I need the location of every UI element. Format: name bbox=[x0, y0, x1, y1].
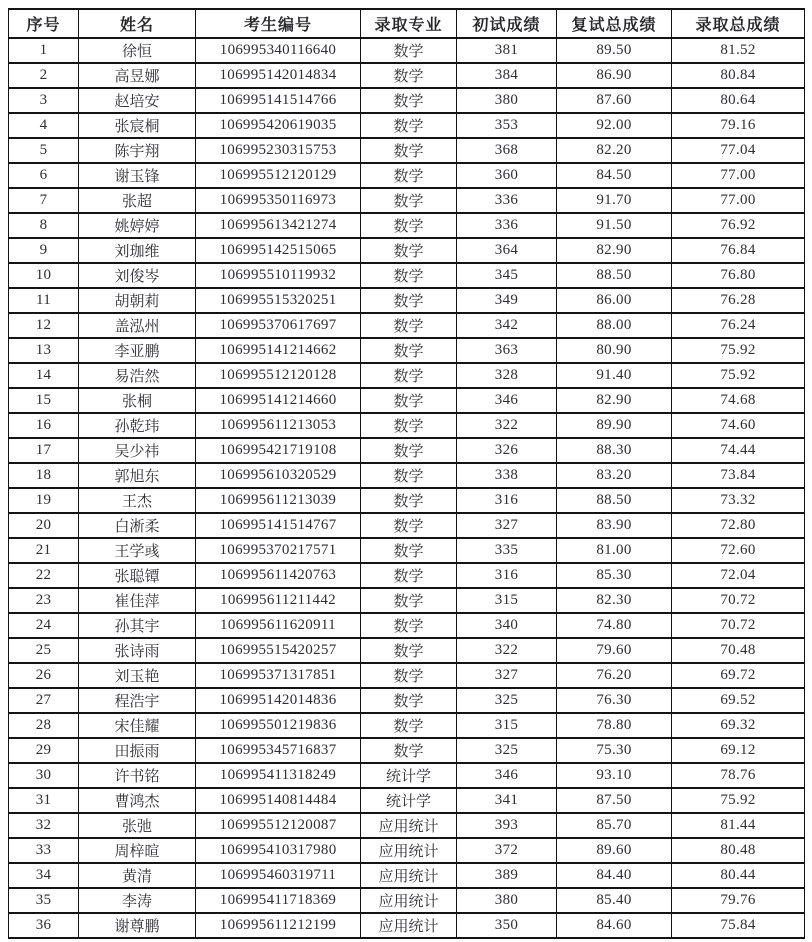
cell-candidate-id: 106995611620911 bbox=[196, 613, 361, 638]
table-row bbox=[9, 888, 805, 913]
cell-name: 张弛 bbox=[79, 813, 196, 838]
cell-admitted-major: 应用统计 bbox=[361, 888, 457, 913]
cell-name: 李涛 bbox=[79, 888, 196, 913]
cell-admitted-major: 数学 bbox=[361, 188, 457, 213]
cell-admitted-major: 应用统计 bbox=[361, 838, 457, 863]
cell-initial-exam-score: 353 bbox=[457, 113, 557, 138]
cell-index: 16 bbox=[9, 413, 79, 438]
cell-initial-exam-score: 315 bbox=[457, 713, 557, 738]
cell-initial-exam-score: 360 bbox=[457, 163, 557, 188]
table-row bbox=[9, 913, 805, 938]
cell-initial-exam-score: 322 bbox=[457, 638, 557, 663]
cell-admitted-major: 数学 bbox=[361, 388, 457, 413]
cell-admitted-major: 应用统计 bbox=[361, 913, 457, 938]
cell-candidate-id: 106995142014836 bbox=[196, 688, 361, 713]
cell-admission-total-score: 69.52 bbox=[672, 688, 805, 713]
cell-admitted-major: 数学 bbox=[361, 213, 457, 238]
cell-name: 程浩宇 bbox=[79, 688, 196, 713]
cell-initial-exam-score: 327 bbox=[457, 513, 557, 538]
cell-name: 孙其宇 bbox=[79, 613, 196, 638]
table-row bbox=[9, 588, 805, 613]
table-row bbox=[9, 513, 805, 538]
cell-index: 23 bbox=[9, 588, 79, 613]
cell-admission-total-score: 72.04 bbox=[672, 563, 805, 588]
cell-admission-total-score: 76.28 bbox=[672, 288, 805, 313]
cell-admission-total-score: 69.72 bbox=[672, 663, 805, 688]
cell-admitted-major: 数学 bbox=[361, 338, 457, 363]
cell-admission-total-score: 75.92 bbox=[672, 338, 805, 363]
cell-name: 黄清 bbox=[79, 863, 196, 888]
cell-admission-total-score: 80.48 bbox=[672, 838, 805, 863]
cell-admission-total-score: 76.92 bbox=[672, 213, 805, 238]
table-row bbox=[9, 388, 805, 413]
cell-admission-total-score: 69.32 bbox=[672, 713, 805, 738]
cell-index: 4 bbox=[9, 113, 79, 138]
cell-admission-total-score: 77.00 bbox=[672, 188, 805, 213]
cell-admitted-major: 数学 bbox=[361, 488, 457, 513]
cell-candidate-id: 106995370617697 bbox=[196, 313, 361, 338]
cell-initial-exam-score: 364 bbox=[457, 238, 557, 263]
cell-candidate-id: 106995140814484 bbox=[196, 788, 361, 813]
cell-retest-total-score: 83.90 bbox=[557, 513, 672, 538]
cell-retest-total-score: 82.30 bbox=[557, 588, 672, 613]
cell-name: 张宸桐 bbox=[79, 113, 196, 138]
cell-admission-total-score: 72.80 bbox=[672, 513, 805, 538]
cell-candidate-id: 106995141514767 bbox=[196, 513, 361, 538]
cell-candidate-id: 106995611213053 bbox=[196, 413, 361, 438]
cell-index: 12 bbox=[9, 313, 79, 338]
cell-retest-total-score: 88.50 bbox=[557, 263, 672, 288]
cell-admitted-major: 数学 bbox=[361, 513, 457, 538]
cell-admitted-major: 应用统计 bbox=[361, 863, 457, 888]
cell-index: 22 bbox=[9, 563, 79, 588]
cell-retest-total-score: 93.10 bbox=[557, 763, 672, 788]
cell-admitted-major: 数学 bbox=[361, 288, 457, 313]
cell-candidate-id: 106995421719108 bbox=[196, 438, 361, 463]
cell-index: 20 bbox=[9, 513, 79, 538]
cell-name: 王学彧 bbox=[79, 538, 196, 563]
cell-index: 32 bbox=[9, 813, 79, 838]
cell-name: 王杰 bbox=[79, 488, 196, 513]
cell-index: 8 bbox=[9, 213, 79, 238]
column-header-admitted-major: 录取专业 bbox=[361, 9, 457, 38]
cell-admitted-major: 数学 bbox=[361, 688, 457, 713]
cell-name: 徐恒 bbox=[79, 38, 196, 63]
cell-index: 5 bbox=[9, 138, 79, 163]
cell-admission-total-score: 80.84 bbox=[672, 63, 805, 88]
cell-retest-total-score: 88.00 bbox=[557, 313, 672, 338]
cell-admission-total-score: 74.68 bbox=[672, 388, 805, 413]
cell-name: 谢尊鹏 bbox=[79, 913, 196, 938]
cell-initial-exam-score: 381 bbox=[457, 38, 557, 63]
cell-index: 10 bbox=[9, 263, 79, 288]
cell-name: 宋佳耀 bbox=[79, 713, 196, 738]
cell-name: 刘玉艳 bbox=[79, 663, 196, 688]
cell-admission-total-score: 80.44 bbox=[672, 863, 805, 888]
cell-retest-total-score: 84.40 bbox=[557, 863, 672, 888]
cell-retest-total-score: 84.60 bbox=[557, 913, 672, 938]
cell-admission-total-score: 76.84 bbox=[672, 238, 805, 263]
table-row bbox=[9, 363, 805, 388]
cell-retest-total-score: 80.90 bbox=[557, 338, 672, 363]
cell-admitted-major: 数学 bbox=[361, 263, 457, 288]
cell-retest-total-score: 85.30 bbox=[557, 563, 672, 588]
cell-retest-total-score: 76.30 bbox=[557, 688, 672, 713]
table-row bbox=[9, 288, 805, 313]
table-row bbox=[9, 38, 805, 63]
table-row bbox=[9, 213, 805, 238]
cell-retest-total-score: 91.40 bbox=[557, 363, 672, 388]
cell-index: 2 bbox=[9, 63, 79, 88]
cell-name: 张聪镡 bbox=[79, 563, 196, 588]
cell-initial-exam-score: 326 bbox=[457, 438, 557, 463]
cell-admission-total-score: 79.16 bbox=[672, 113, 805, 138]
cell-admission-total-score: 77.04 bbox=[672, 138, 805, 163]
cell-initial-exam-score: 389 bbox=[457, 863, 557, 888]
cell-index: 1 bbox=[9, 38, 79, 63]
cell-index: 18 bbox=[9, 463, 79, 488]
cell-initial-exam-score: 380 bbox=[457, 888, 557, 913]
table-row bbox=[9, 113, 805, 138]
cell-name: 吴少祎 bbox=[79, 438, 196, 463]
cell-admitted-major: 数学 bbox=[361, 638, 457, 663]
table-row bbox=[9, 313, 805, 338]
cell-admitted-major: 数学 bbox=[361, 663, 457, 688]
cell-candidate-id: 106995230315753 bbox=[196, 138, 361, 163]
table-row bbox=[9, 263, 805, 288]
cell-candidate-id: 106995515320251 bbox=[196, 288, 361, 313]
cell-retest-total-score: 84.50 bbox=[557, 163, 672, 188]
column-header-index: 序号 bbox=[9, 9, 79, 38]
cell-index: 17 bbox=[9, 438, 79, 463]
column-header-admission-total-score: 录取总成绩 bbox=[672, 9, 805, 38]
cell-initial-exam-score: 345 bbox=[457, 263, 557, 288]
cell-index: 6 bbox=[9, 163, 79, 188]
cell-candidate-id: 106995510119932 bbox=[196, 263, 361, 288]
cell-initial-exam-score: 380 bbox=[457, 88, 557, 113]
table-row bbox=[9, 63, 805, 88]
cell-index: 19 bbox=[9, 488, 79, 513]
cell-name: 赵培安 bbox=[79, 88, 196, 113]
cell-retest-total-score: 89.90 bbox=[557, 413, 672, 438]
cell-admitted-major: 数学 bbox=[361, 588, 457, 613]
cell-admitted-major: 数学 bbox=[361, 238, 457, 263]
cell-name: 张桐 bbox=[79, 388, 196, 413]
table-row bbox=[9, 538, 805, 563]
cell-admitted-major: 数学 bbox=[361, 613, 457, 638]
cell-admission-total-score: 76.80 bbox=[672, 263, 805, 288]
cell-admitted-major: 数学 bbox=[361, 63, 457, 88]
table-row bbox=[9, 713, 805, 738]
cell-candidate-id: 106995410317980 bbox=[196, 838, 361, 863]
cell-index: 31 bbox=[9, 788, 79, 813]
cell-admitted-major: 数学 bbox=[361, 438, 457, 463]
table-row bbox=[9, 838, 805, 863]
cell-name: 郭旭东 bbox=[79, 463, 196, 488]
cell-index: 11 bbox=[9, 288, 79, 313]
cell-candidate-id: 106995512120087 bbox=[196, 813, 361, 838]
cell-admitted-major: 数学 bbox=[361, 413, 457, 438]
cell-admission-total-score: 78.76 bbox=[672, 763, 805, 788]
cell-retest-total-score: 89.50 bbox=[557, 38, 672, 63]
cell-admitted-major: 数学 bbox=[361, 313, 457, 338]
cell-retest-total-score: 83.20 bbox=[557, 463, 672, 488]
cell-retest-total-score: 82.90 bbox=[557, 388, 672, 413]
cell-initial-exam-score: 335 bbox=[457, 538, 557, 563]
cell-name: 曹鸿杰 bbox=[79, 788, 196, 813]
cell-retest-total-score: 88.50 bbox=[557, 488, 672, 513]
cell-name: 胡朝莉 bbox=[79, 288, 196, 313]
cell-candidate-id: 106995142014834 bbox=[196, 63, 361, 88]
cell-retest-total-score: 89.60 bbox=[557, 838, 672, 863]
table-row bbox=[9, 738, 805, 763]
cell-admission-total-score: 79.76 bbox=[672, 888, 805, 913]
cell-initial-exam-score: 342 bbox=[457, 313, 557, 338]
cell-candidate-id: 106995611211442 bbox=[196, 588, 361, 613]
cell-retest-total-score: 82.90 bbox=[557, 238, 672, 263]
table-row bbox=[9, 163, 805, 188]
cell-index: 14 bbox=[9, 363, 79, 388]
cell-index: 3 bbox=[9, 88, 79, 113]
cell-retest-total-score: 78.80 bbox=[557, 713, 672, 738]
cell-admitted-major: 数学 bbox=[361, 538, 457, 563]
cell-name: 崔佳萍 bbox=[79, 588, 196, 613]
cell-admission-total-score: 75.84 bbox=[672, 913, 805, 938]
cell-admission-total-score: 70.48 bbox=[672, 638, 805, 663]
cell-retest-total-score: 87.60 bbox=[557, 88, 672, 113]
cell-admission-total-score: 70.72 bbox=[672, 613, 805, 638]
table-row bbox=[9, 563, 805, 588]
cell-candidate-id: 106995350116973 bbox=[196, 188, 361, 213]
cell-index: 28 bbox=[9, 713, 79, 738]
cell-retest-total-score: 88.30 bbox=[557, 438, 672, 463]
cell-retest-total-score: 85.70 bbox=[557, 813, 672, 838]
cell-initial-exam-score: 316 bbox=[457, 563, 557, 588]
cell-admission-total-score: 81.44 bbox=[672, 813, 805, 838]
cell-retest-total-score: 91.50 bbox=[557, 213, 672, 238]
cell-name: 孙乾玮 bbox=[79, 413, 196, 438]
cell-retest-total-score: 75.30 bbox=[557, 738, 672, 763]
cell-admitted-major: 数学 bbox=[361, 38, 457, 63]
cell-index: 33 bbox=[9, 838, 79, 863]
cell-admission-total-score: 70.72 bbox=[672, 588, 805, 613]
table-row bbox=[9, 188, 805, 213]
table-row bbox=[9, 413, 805, 438]
table-row bbox=[9, 613, 805, 638]
cell-initial-exam-score: 325 bbox=[457, 688, 557, 713]
cell-candidate-id: 106995512120129 bbox=[196, 163, 361, 188]
cell-index: 35 bbox=[9, 888, 79, 913]
cell-candidate-id: 106995142515065 bbox=[196, 238, 361, 263]
cell-index: 30 bbox=[9, 763, 79, 788]
table-row bbox=[9, 488, 805, 513]
column-header-initial-exam-score: 初试成绩 bbox=[457, 9, 557, 38]
cell-index: 15 bbox=[9, 388, 79, 413]
cell-index: 7 bbox=[9, 188, 79, 213]
cell-admission-total-score: 73.84 bbox=[672, 463, 805, 488]
cell-name: 周梓暄 bbox=[79, 838, 196, 863]
cell-initial-exam-score: 327 bbox=[457, 663, 557, 688]
cell-initial-exam-score: 384 bbox=[457, 63, 557, 88]
cell-admitted-major: 应用统计 bbox=[361, 813, 457, 838]
cell-admitted-major: 数学 bbox=[361, 463, 457, 488]
cell-initial-exam-score: 346 bbox=[457, 388, 557, 413]
cell-candidate-id: 106995460319711 bbox=[196, 863, 361, 888]
cell-index: 21 bbox=[9, 538, 79, 563]
cell-admission-total-score: 69.12 bbox=[672, 738, 805, 763]
cell-admitted-major: 数学 bbox=[361, 363, 457, 388]
cell-admission-total-score: 77.00 bbox=[672, 163, 805, 188]
cell-candidate-id: 106995411718369 bbox=[196, 888, 361, 913]
cell-initial-exam-score: 340 bbox=[457, 613, 557, 638]
admission-score-table bbox=[8, 8, 805, 939]
cell-admission-total-score: 74.44 bbox=[672, 438, 805, 463]
table-row bbox=[9, 338, 805, 363]
cell-retest-total-score: 81.00 bbox=[557, 538, 672, 563]
cell-initial-exam-score: 338 bbox=[457, 463, 557, 488]
table-row bbox=[9, 663, 805, 688]
cell-retest-total-score: 86.90 bbox=[557, 63, 672, 88]
cell-name: 许书铭 bbox=[79, 763, 196, 788]
table-row bbox=[9, 238, 805, 263]
cell-candidate-id: 106995611420763 bbox=[196, 563, 361, 588]
cell-candidate-id: 106995141214662 bbox=[196, 338, 361, 363]
cell-admitted-major: 统计学 bbox=[361, 788, 457, 813]
cell-candidate-id: 106995141514766 bbox=[196, 88, 361, 113]
cell-admission-total-score: 75.92 bbox=[672, 788, 805, 813]
table-row bbox=[9, 463, 805, 488]
cell-name: 田振雨 bbox=[79, 738, 196, 763]
cell-admission-total-score: 74.60 bbox=[672, 413, 805, 438]
cell-retest-total-score: 82.20 bbox=[557, 138, 672, 163]
cell-index: 24 bbox=[9, 613, 79, 638]
table-row bbox=[9, 438, 805, 463]
column-header-candidate-id: 考生编号 bbox=[196, 9, 361, 38]
cell-index: 29 bbox=[9, 738, 79, 763]
cell-retest-total-score: 85.40 bbox=[557, 888, 672, 913]
cell-candidate-id: 106995512120128 bbox=[196, 363, 361, 388]
cell-initial-exam-score: 393 bbox=[457, 813, 557, 838]
cell-admitted-major: 统计学 bbox=[361, 763, 457, 788]
table-row bbox=[9, 138, 805, 163]
cell-name: 白淅柔 bbox=[79, 513, 196, 538]
table-row bbox=[9, 88, 805, 113]
cell-candidate-id: 106995141214660 bbox=[196, 388, 361, 413]
cell-candidate-id: 106995501219836 bbox=[196, 713, 361, 738]
cell-admitted-major: 数学 bbox=[361, 113, 457, 138]
cell-initial-exam-score: 363 bbox=[457, 338, 557, 363]
cell-admitted-major: 数学 bbox=[361, 738, 457, 763]
cell-index: 26 bbox=[9, 663, 79, 688]
table-row bbox=[9, 813, 805, 838]
cell-name: 刘俊岑 bbox=[79, 263, 196, 288]
cell-initial-exam-score: 325 bbox=[457, 738, 557, 763]
cell-admission-total-score: 76.24 bbox=[672, 313, 805, 338]
cell-admitted-major: 数学 bbox=[361, 713, 457, 738]
cell-initial-exam-score: 328 bbox=[457, 363, 557, 388]
cell-initial-exam-score: 368 bbox=[457, 138, 557, 163]
table-row bbox=[9, 638, 805, 663]
cell-index: 36 bbox=[9, 913, 79, 938]
table-row bbox=[9, 788, 805, 813]
cell-index: 27 bbox=[9, 688, 79, 713]
cell-index: 25 bbox=[9, 638, 79, 663]
cell-index: 9 bbox=[9, 238, 79, 263]
cell-initial-exam-score: 350 bbox=[457, 913, 557, 938]
column-header-name: 姓名 bbox=[79, 9, 196, 38]
cell-initial-exam-score: 322 bbox=[457, 413, 557, 438]
cell-admitted-major: 数学 bbox=[361, 88, 457, 113]
table-row bbox=[9, 688, 805, 713]
cell-retest-total-score: 74.80 bbox=[557, 613, 672, 638]
cell-admission-total-score: 73.32 bbox=[672, 488, 805, 513]
cell-retest-total-score: 86.00 bbox=[557, 288, 672, 313]
cell-candidate-id: 106995515420257 bbox=[196, 638, 361, 663]
cell-name: 高昱娜 bbox=[79, 63, 196, 88]
cell-candidate-id: 106995613421274 bbox=[196, 213, 361, 238]
cell-candidate-id: 106995610320529 bbox=[196, 463, 361, 488]
cell-retest-total-score: 76.20 bbox=[557, 663, 672, 688]
cell-name: 陈宇翔 bbox=[79, 138, 196, 163]
cell-name: 易浩然 bbox=[79, 363, 196, 388]
header-row bbox=[9, 9, 805, 38]
column-header-retest-total-score: 复试总成绩 bbox=[557, 9, 672, 38]
cell-name: 盖泓州 bbox=[79, 313, 196, 338]
cell-candidate-id: 106995340116640 bbox=[196, 38, 361, 63]
cell-admitted-major: 数学 bbox=[361, 163, 457, 188]
cell-retest-total-score: 91.70 bbox=[557, 188, 672, 213]
cell-admission-total-score: 75.92 bbox=[672, 363, 805, 388]
cell-retest-total-score: 79.60 bbox=[557, 638, 672, 663]
cell-initial-exam-score: 341 bbox=[457, 788, 557, 813]
cell-initial-exam-score: 349 bbox=[457, 288, 557, 313]
table-row bbox=[9, 863, 805, 888]
cell-name: 谢玉锋 bbox=[79, 163, 196, 188]
cell-initial-exam-score: 316 bbox=[457, 488, 557, 513]
cell-initial-exam-score: 315 bbox=[457, 588, 557, 613]
cell-initial-exam-score: 346 bbox=[457, 763, 557, 788]
cell-name: 李亚鹏 bbox=[79, 338, 196, 363]
cell-admission-total-score: 81.52 bbox=[672, 38, 805, 63]
cell-candidate-id: 106995370217571 bbox=[196, 538, 361, 563]
cell-retest-total-score: 87.50 bbox=[557, 788, 672, 813]
cell-index: 34 bbox=[9, 863, 79, 888]
cell-candidate-id: 106995420619035 bbox=[196, 113, 361, 138]
cell-admitted-major: 数学 bbox=[361, 563, 457, 588]
cell-index: 13 bbox=[9, 338, 79, 363]
cell-candidate-id: 106995611213039 bbox=[196, 488, 361, 513]
cell-name: 姚婷婷 bbox=[79, 213, 196, 238]
cell-name: 张诗雨 bbox=[79, 638, 196, 663]
cell-candidate-id: 106995345716837 bbox=[196, 738, 361, 763]
cell-name: 刘珈维 bbox=[79, 238, 196, 263]
cell-candidate-id: 106995411318249 bbox=[196, 763, 361, 788]
cell-name: 张超 bbox=[79, 188, 196, 213]
cell-admitted-major: 数学 bbox=[361, 138, 457, 163]
cell-candidate-id: 106995371317851 bbox=[196, 663, 361, 688]
cell-retest-total-score: 92.00 bbox=[557, 113, 672, 138]
cell-admission-total-score: 80.64 bbox=[672, 88, 805, 113]
cell-initial-exam-score: 336 bbox=[457, 213, 557, 238]
cell-initial-exam-score: 336 bbox=[457, 188, 557, 213]
cell-initial-exam-score: 372 bbox=[457, 838, 557, 863]
cell-candidate-id: 106995611212199 bbox=[196, 913, 361, 938]
cell-admission-total-score: 72.60 bbox=[672, 538, 805, 563]
table-row bbox=[9, 763, 805, 788]
